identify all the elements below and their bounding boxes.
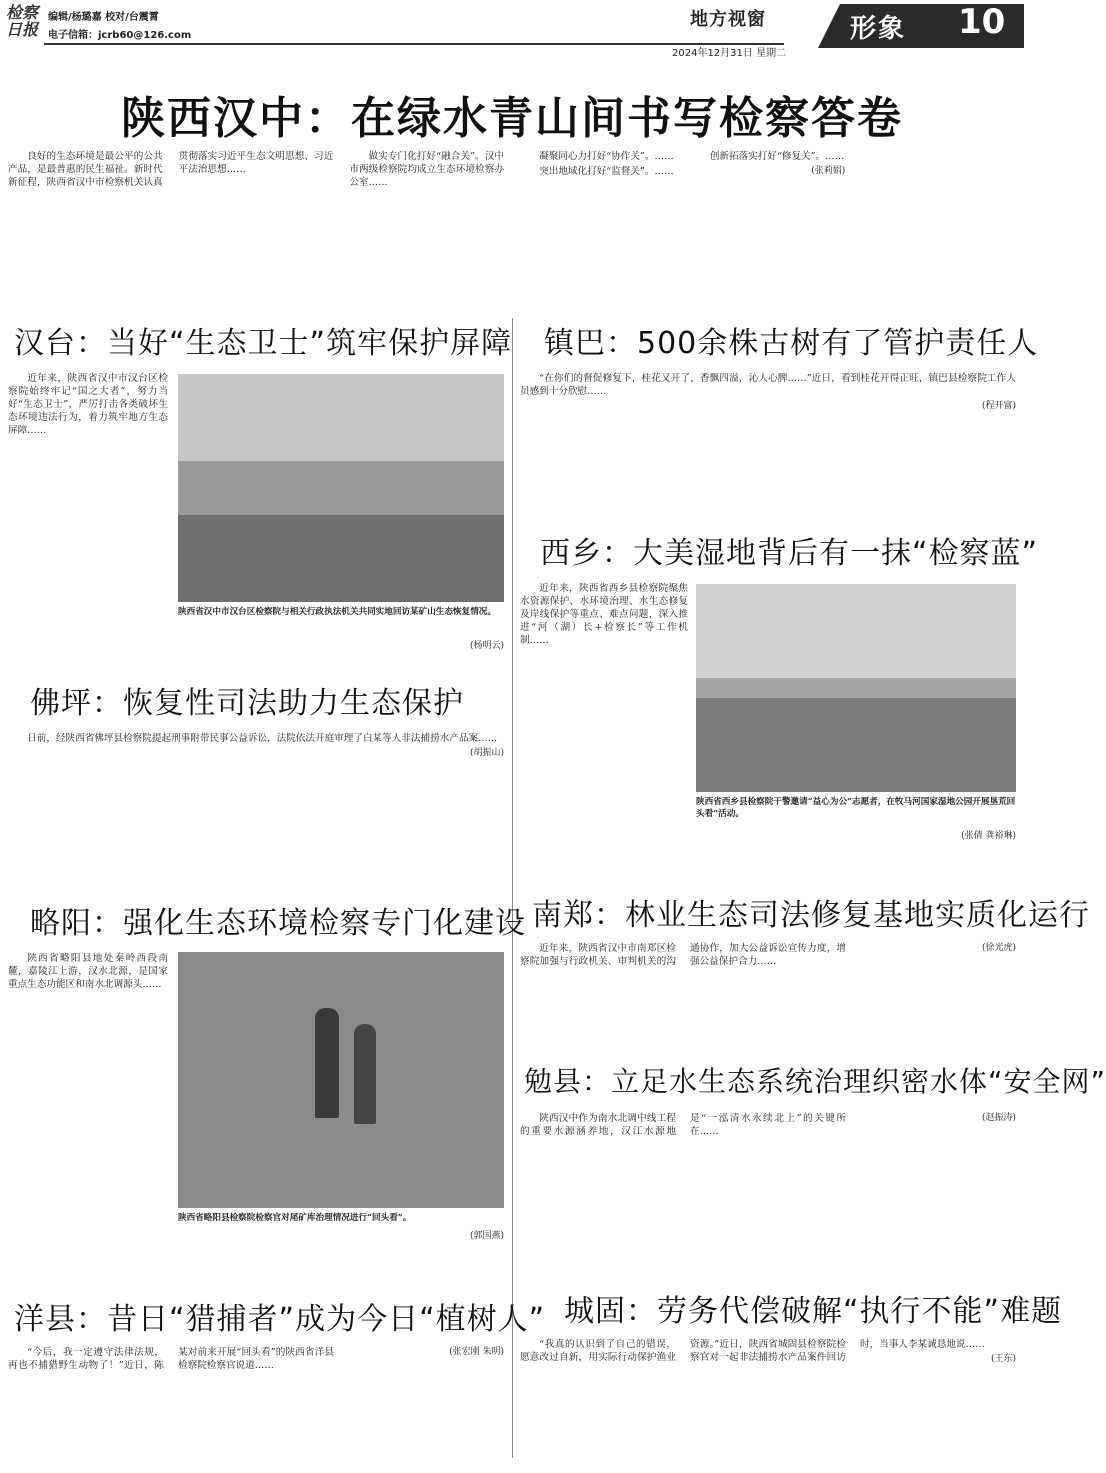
newspaper-logo (6, 4, 42, 58)
editor-line: 编辑/杨璐嘉 校对/台震霄 (48, 12, 159, 23)
photo-ground (178, 515, 504, 602)
lead-paragraph: 突出地域化打好“监督关”。…… (539, 166, 674, 177)
photo-hantai (178, 374, 504, 602)
story-body-yangxian (8, 1346, 504, 1466)
story-text: 日前，经陕西省佛坪县检察院提起刑事附带民事公益诉讼，法院依法开庭审理了白某等人非法捕捞水产品案…… (27, 733, 498, 744)
page-label: 形象 (850, 14, 907, 44)
photo-figure (354, 1024, 376, 1124)
lead-paragraph: 创新拓落实打好“修复关”。…… (709, 151, 845, 162)
photo-path (696, 698, 1016, 792)
story-headline-yangxian: 洋县：昔日“猎捕者”成为今日“植树人” (14, 1302, 546, 1337)
story-tail-hantai (178, 640, 504, 672)
story-headline-xixiang: 西乡：大美湿地背后有一抹“检察蓝” (540, 536, 1039, 571)
byline-zhenba: (程开富) (981, 401, 1016, 411)
photo-figure (315, 1008, 339, 1118)
story-body-zhenba (520, 372, 1016, 520)
caption-lueyang: 陕西省略阳县检察院检察官对尾矿库治理情况进行“回头看”。 (178, 1213, 412, 1223)
lead-article (8, 150, 1016, 310)
story-text: 近年来，陕西省汉中市汉台区检察院始终牢记“国之大者”，努力当好“生态卫士”，严厉打击各类破坏生态环境违法行为，着力筑牢地方生态屏障…… (8, 373, 168, 436)
lead-paragraph: 做实专门化打好“融合关”。汉中市两级检察院均成立生态环境检察办公室…… (349, 151, 504, 188)
photo-trees (696, 584, 1016, 678)
story-body-foping (8, 732, 504, 882)
story-headline-hantai: 汉台：当好“生态卫士”筑牢保护屏障 (14, 326, 513, 361)
column-divider (512, 318, 513, 1458)
story-body-chenggu (520, 1338, 1016, 1466)
main-headline: 陕西汉中：在绿水青山间书写检察答卷 (121, 93, 903, 144)
story-text: “在你们的督促修复下，桂花又开了，香飘四溢，沁人心脾……”近日，看到桂花开得正旺，镇巴县检察院工作人员感到十分欣慰…… (520, 373, 1016, 397)
story-headline-nanzheng: 南郑：林业生态司法修复基地实质化运行 (532, 898, 1090, 933)
story-text: 陕西汉中作为南水北调中线工程的重要水源涵养地，汉江水源地是“一泓清水永续北上”的关键所在…… (520, 1113, 846, 1137)
lead-paragraph: 良好的生态环境是最公平的公共产品，是最普惠的民生福祉。新时代新征程，陕西省汉中市检察机关认真贯彻落实习近平生态文明思想、习近平法治思想…… (8, 151, 334, 188)
masthead (0, 0, 1024, 66)
email-line: 电子信箱：jcrb60@126.com (48, 30, 192, 41)
story-body-lueyang (8, 952, 168, 1322)
story-headline-chenggu: 城固：劳务代偿破解“执行不能”难题 (564, 1294, 1063, 1329)
story-tail-lueyang (178, 1230, 504, 1286)
byline-foping: (胡振山) (469, 748, 504, 758)
story-body-hantai (8, 372, 168, 634)
lead-byline: (张莉娟) (811, 166, 846, 176)
page-number: 10 (958, 2, 1006, 42)
story-tail-xixiang (696, 830, 1016, 866)
photo-xixiang (696, 584, 1016, 792)
caption-xixiang: 陕西省西乡县检察院干警邀请“益心为公”志愿者，在牧马河国家湿地公园开展垦荒回头看”活动。 (696, 797, 1016, 819)
story-body-xixiang (520, 582, 688, 862)
byline-lueyang: (郭国燕) (469, 1231, 504, 1241)
byline-nanzheng: (徐光虎) (981, 943, 1016, 953)
story-headline-foping: 佛坪：恢复性司法助力生态保护 (30, 686, 464, 721)
story-headline-zhenba: 镇巴：500余株古树有了管护责任人 (544, 326, 1039, 361)
story-headline-mianxian: 勉县：立足水生态系统治理织密水体“安全网” (524, 1065, 1106, 1098)
photo-sky (178, 374, 504, 461)
byline-xixiang: (张倩 龚裕琳) (961, 831, 1016, 841)
story-headline-lueyang: 略阳：强化生态环境检察专门化建设 (30, 906, 526, 941)
story-text: 近年来，陕西省西乡县检察院聚焦水资源保护、水环境治理、水生态修复及岸线保护等重点、难点问题，深入推进“河（湖）长+检察长”等工作机制…… (520, 583, 688, 646)
story-text: 陕西省略阳县地处秦岭西段南麓，嘉陵江上游，汉水北源，是国家重点生态功能区和南水北调源头…… (8, 953, 168, 990)
logo-text: 检察日报 (6, 3, 39, 39)
story-text: “我真的认识到了自己的错误，愿意改过自新，用实际行动保护渔业资源。”近日，陕西省城固县检察院检察官对一起非法捕捞水产品案件回访时，当事人李某诚恳地说…… (520, 1339, 985, 1363)
lead-paragraph: 凝聚同心力打好“协作关”。…… (539, 151, 674, 162)
byline-chenggu: (王东) (990, 1354, 1016, 1364)
story-text: “今后，我一定遵守法律法规，再也不捕猎野生动物了！”近日，陈某对前来开展“回头看”的陕西省洋县检察院检察官说道…… (8, 1347, 334, 1371)
byline-hantai: (杨明云) (469, 641, 504, 651)
story-body-mianxian (520, 1112, 1016, 1282)
story-text: 近年来，陕西省汉中市南郑区检察院加强与行政机关、审判机关的沟通协作，加大公益诉讼宣传力度，增强公益保护合力…… (520, 943, 846, 967)
issue-date: 2024年12月31日 星期二 (672, 48, 787, 59)
section-name: 地方视窗 (690, 9, 766, 30)
byline-mianxian: (赵振涛) (981, 1113, 1016, 1123)
caption-hantai: 陕西省汉中市汉台区检察院与相关行政执法机关共同实地回访某矿山生态恢复情况。 (178, 607, 496, 617)
byline-yangxian: (张宏刚 朱明) (449, 1347, 504, 1357)
photo-lueyang (178, 952, 504, 1208)
story-body-nanzheng (520, 942, 1016, 1052)
